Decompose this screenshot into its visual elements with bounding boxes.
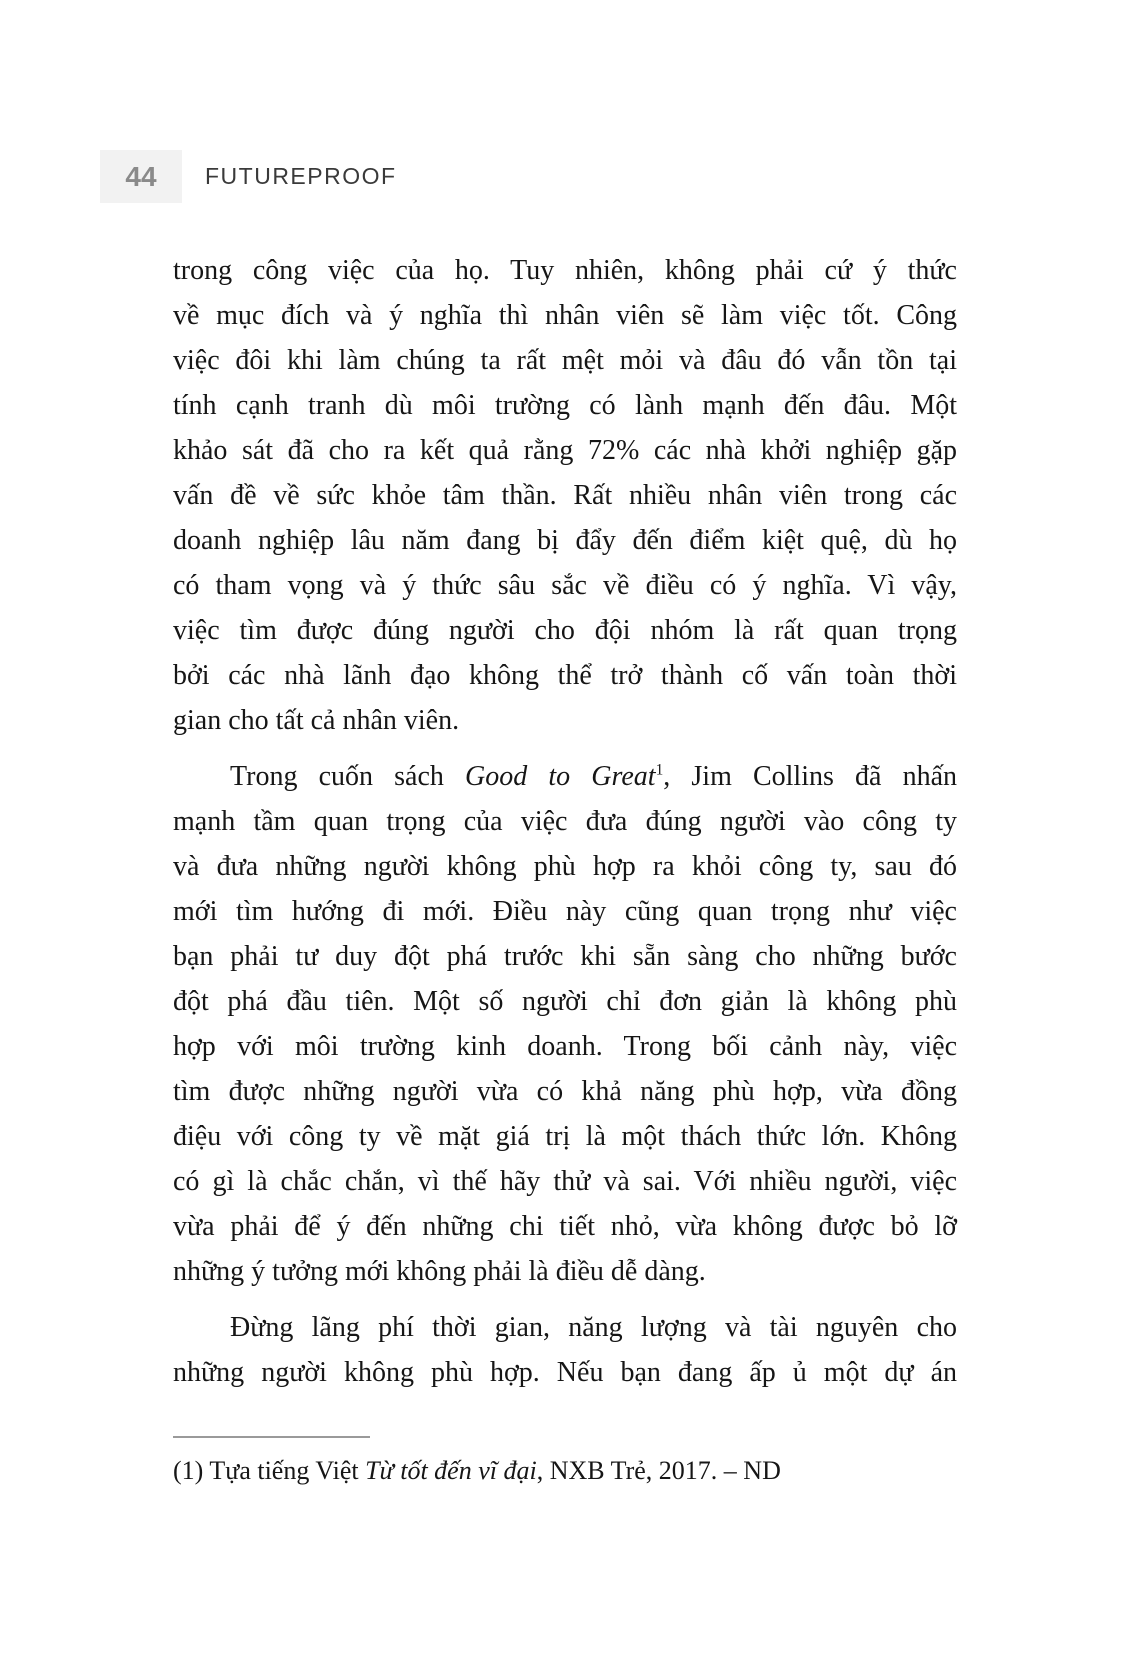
paragraph-line: có tham vọng và ý thức sâu sắc về điều có ý nghĩa. Vì vậy,	[173, 570, 957, 601]
paragraph-3	[173, 1305, 957, 1395]
footnote-text-suffix: , NXB Trẻ, 2017. – ND	[536, 1456, 781, 1485]
paragraph-2	[173, 754, 957, 1294]
paragraph-line: những người không phù hợp. Nếu bạn đang ấp ủ một dự án	[173, 1357, 957, 1388]
footnote-reference-marker: 1	[655, 761, 664, 779]
book-title-header: FUTUREPROOF	[205, 163, 397, 189]
paragraph-line: vừa phải để ý đến những chi tiết nhỏ, vừa không được bỏ lỡ	[173, 1211, 957, 1242]
paragraph-line: trong công việc của họ. Tuy nhiên, không phải cứ ý thức	[173, 255, 957, 286]
paragraph-line: hợp với môi trường kinh doanh. Trong bối cảnh này, việc	[173, 1031, 957, 1062]
paragraph-line: gian cho tất cả nhân viên.	[173, 705, 460, 736]
paragraph-line: tính cạnh tranh dù môi trường có lành mạnh đến đâu. Một	[173, 390, 957, 421]
paragraph-line: và đưa những người không phù hợp ra khỏi công ty, sau đó	[173, 851, 957, 882]
footnote-work-title: Từ tốt đến vĩ đại	[365, 1456, 537, 1485]
paragraph-line: việc tìm được đúng người cho đội nhóm là rất quan trọng	[173, 615, 957, 646]
line-text: , Jim Collins đã nhấn	[663, 761, 957, 792]
paragraph-line: mạnh tầm quan trọng của việc đưa đúng người vào công ty	[173, 806, 957, 837]
footnote-separator-rule	[173, 1436, 370, 1438]
paragraph-line: những ý tưởng mới không phải là điều dễ dàng.	[173, 1256, 706, 1287]
body-text	[173, 248, 957, 1395]
line-text: Trong cuốn sách	[230, 761, 466, 792]
paragraph-line: Đừng lãng phí thời gian, năng lượng và tài nguyên cho	[230, 1312, 957, 1343]
running-header	[100, 150, 397, 203]
footnote	[173, 1436, 957, 1488]
paragraph-line: đột phá đầu tiên. Một số người chỉ đơn giản là không phù	[173, 986, 957, 1017]
page-number: 44	[125, 160, 157, 192]
page-number-box	[100, 150, 182, 203]
paragraph-line: mới tìm hướng đi mới. Điều này cũng quan trọng như việc	[173, 896, 957, 927]
paragraph-line: doanh nghiệp lâu năm đang bị đẩy đến điểm kiệt quệ, dù họ	[173, 525, 957, 556]
paragraph-1	[173, 248, 957, 743]
cited-book-title: Good to Great	[465, 761, 656, 792]
footnote-text	[173, 1454, 957, 1488]
paragraph-line: có gì là chắc chắn, vì thế hãy thử và sai. Với nhiều người, việc	[173, 1166, 957, 1197]
paragraph-line	[173, 754, 957, 799]
paragraph-line: khảo sát đã cho ra kết quả rằng 72% các nhà khởi nghiệp gặp	[173, 435, 957, 466]
paragraph-line: việc đôi khi làm chúng ta rất mệt mỏi và đâu đó vẫn tồn tại	[173, 345, 957, 376]
paragraph-line: bởi các nhà lãnh đạo không thể trở thành cố vấn toàn thời	[173, 660, 957, 691]
paragraph-line: bạn phải tư duy đột phá trước khi sẵn sàng cho những bước	[173, 941, 957, 972]
footnote-text-prefix: (1) Tựa tiếng Việt	[173, 1456, 366, 1485]
paragraph-line: về mục đích và ý nghĩa thì nhân viên sẽ làm việc tốt. Công	[173, 300, 957, 331]
paragraph-line: tìm được những người vừa có khả năng phù hợp, vừa đồng	[173, 1076, 957, 1107]
paragraph-line: vấn đề về sức khỏe tâm thần. Rất nhiều nhân viên trong các	[173, 480, 957, 511]
paragraph-line: điệu với công ty về mặt giá trị là một thách thức lớn. Không	[173, 1121, 957, 1152]
